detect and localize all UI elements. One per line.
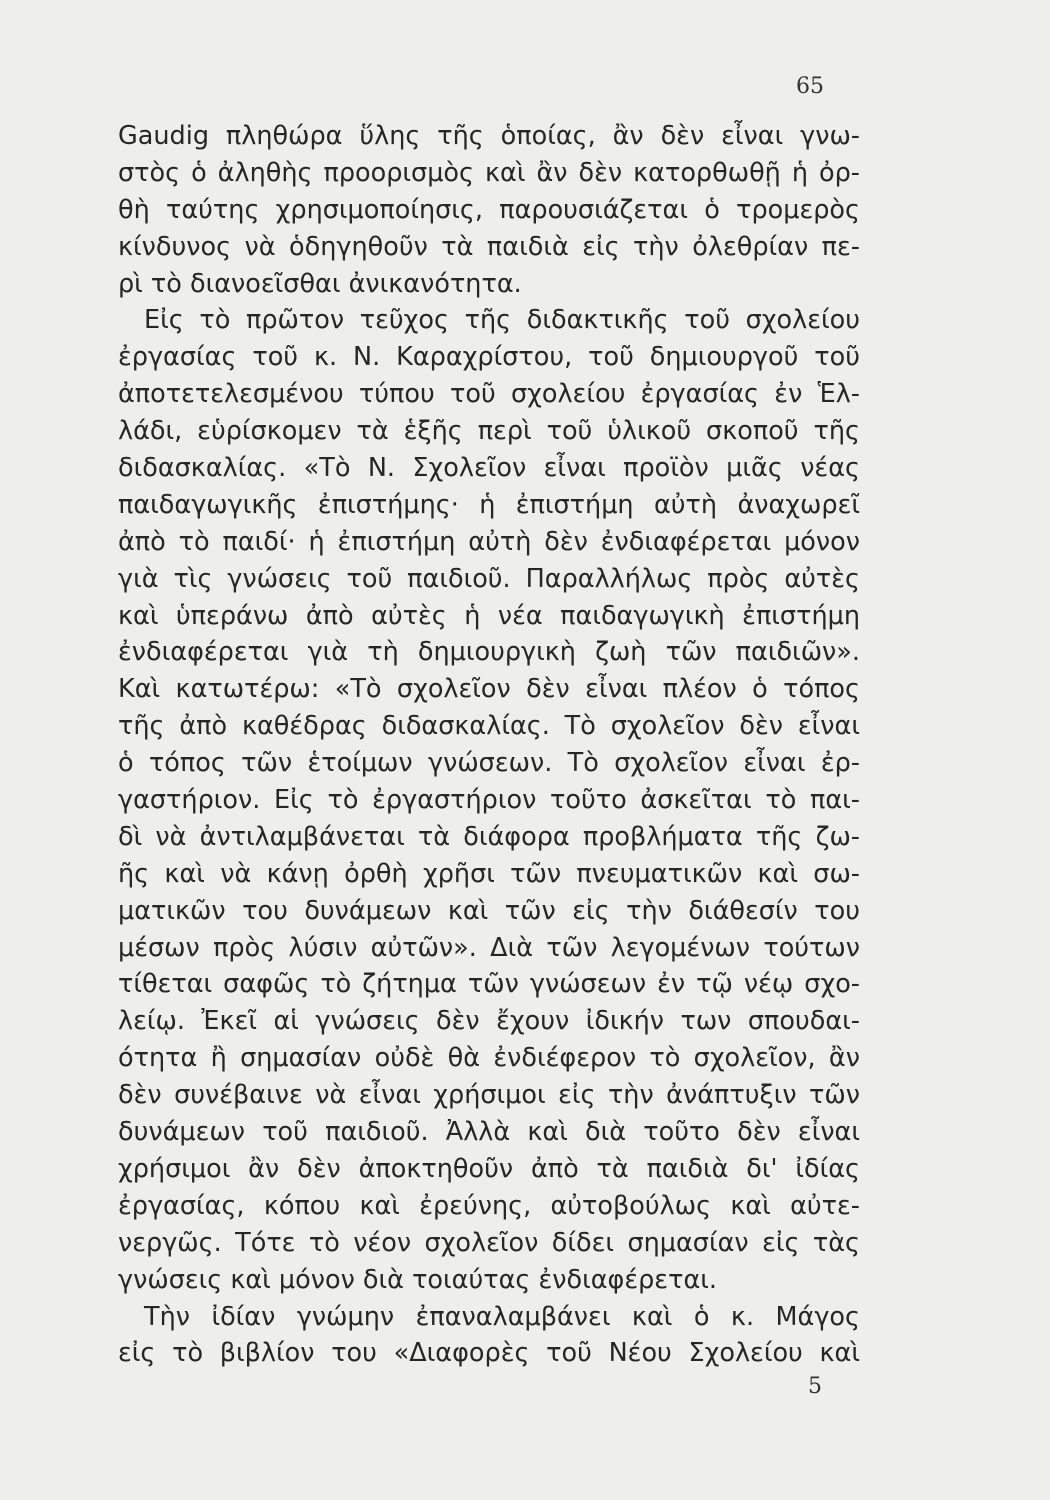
- text-line: γνώσεις καὶ μόνον διὰ τοιαύτας ἐνδιαφέρεται.: [118, 1264, 717, 1295]
- page-number: 65: [796, 74, 824, 99]
- text-line: ότητα ἢ σημασίαν οὐδὲ θὰ ἐνδιέφερον τὸ σχολεῖον, ἂν: [118, 1043, 860, 1074]
- text-line: διδασκαλίας. «Τὸ Ν. Σχολεῖον εἶναι προϊὸν μιᾶς νέας: [118, 453, 860, 484]
- body-text: [118, 118, 860, 1372]
- text-line: ἀποτετελεσμένου τύπου τοῦ σχολείου ἐργασίας ἐν Ἑλ-: [118, 379, 860, 410]
- text-line: Gaudig πληθώρα ὕλης τῆς ὁποίας, ἂν δὲν εἶναι γνω-: [118, 121, 860, 151]
- text-line: Τὴν ἰδίαν γνώμην ἐπαναλαμβάνει καὶ ὁ κ. Μάγος: [144, 1301, 860, 1332]
- text-line: λάδι, εὑρίσκομεν τὰ ἑξῆς περὶ τοῦ ὑλικοῦ σκοποῦ τῆς: [118, 416, 860, 447]
- text-line: ἐργασίας, κόπου καὶ ἐρεύνης, αὐτοβούλως καὶ αὐτε-: [118, 1190, 860, 1221]
- text-line: παιδαγωγικῆς ἐπιστήμης· ἡ ἐπιστήμη αὐτὴ ἀναχωρεῖ: [118, 489, 860, 520]
- text-line: στὸς ὁ ἀληθὴς προορισμὸς καὶ ἂν δὲν κατορθωθῇ ἡ ὀρ-: [118, 157, 860, 188]
- text-line: δὶ νὰ ἀντιλαμβάνεται τὰ διάφορα προβλήματα τῆς ζω-: [118, 821, 860, 852]
- text-line: τῆς ἀπὸ καθέδρας διδασκαλίας. Τὸ σχολεῖον δὲν εἶναι: [118, 711, 860, 742]
- text-line: δὲν συνέβαινε νὰ εἶναι χρήσιμοι εἰς τὴν ἀνάπτυξιν τῶν: [118, 1080, 860, 1111]
- text-line: κίνδυνος νὰ ὁδηγηθοῦν τὰ παιδιὰ εἰς τὴν ὀλεθρίαν πε-: [118, 231, 860, 262]
- text-line: μέσων πρὸς λύσιν αὐτῶν». Διὰ τῶν λεγομένων τούτων: [118, 932, 860, 963]
- text-line: γαστήριον. Εἰς τὸ ἐργαστήριον τοῦτο ἀσκεῖται τὸ παι-: [118, 785, 860, 816]
- text-line: χρήσιμοι ἂν δὲν ἀποκτηθοῦν ἀπὸ τὰ παιδιὰ δι' ἰδίας: [118, 1153, 860, 1184]
- text-line: εἰς τὸ βιβλίον του «Διαφορὲς τοῦ Νέου Σχολείου καὶ: [118, 1338, 860, 1369]
- text-line: γιὰ τὶς γνώσεις τοῦ παιδιοῦ. Παραλλήλως πρὸς αὐτὲς: [118, 563, 860, 594]
- text-line: ρὶ τὸ διανοεῖσθαι ἀνικανότητα.: [118, 268, 522, 299]
- text-line: ἐνδιαφέρεται γιὰ τὴ δημιουργικὴ ζωὴ τῶν παιδιῶν».: [118, 637, 860, 668]
- text-line: δυνάμεων τοῦ παιδιοῦ. Ἀλλὰ καὶ διὰ τοῦτο δὲν εἶναι: [118, 1117, 860, 1148]
- text-line: ὁ τόπος τῶν ἑτοίμων γνώσεων. Τὸ σχολεῖον εἶναι ἐρ-: [118, 748, 860, 779]
- text-line: ματικῶν του δυνάμεων καὶ τῶν εἰς τὴν διάθεσίν του: [118, 895, 860, 926]
- text-line: λείῳ. Ἐκεῖ αἱ γνώσεις δὲν ἔχουν ἰδικήν των σπουδαι-: [118, 1006, 860, 1037]
- text-line: καὶ ὑπεράνω ἀπὸ αὐτὲς ἡ νέα παιδαγωγικὴ ἐπιστήμη: [118, 600, 860, 631]
- text-line: τίθεται σαφῶς τὸ ζήτημα τῶν γνώσεων ἐν τῷ νέῳ σχο-: [118, 969, 860, 1000]
- text-line: ῆς καὶ νὰ κάνῃ ὀρθὴ χρῆσι τῶν πνευματικῶν καὶ σω-: [118, 858, 860, 889]
- text-line: Καὶ κατωτέρω: «Τὸ σχολεῖον δὲν εἶναι πλέον ὁ τόπος: [118, 674, 860, 705]
- text-line: ἐργασίας τοῦ κ. Ν. Καραχρίστου, τοῦ δημιουργοῦ τοῦ: [118, 342, 860, 373]
- text-line: θὴ ταύτης χρησιμοποίησις, παρουσιάζεται ὁ τρομερὸς: [118, 194, 860, 225]
- text-line: νεργῶς. Τότε τὸ νέον σχολεῖον δίδει σημασίαν εἰς τὰς: [118, 1227, 860, 1258]
- text-line: Εἰς τὸ πρῶτον τεῦχος τῆς διδακτικῆς τοῦ σχολείου: [144, 305, 860, 336]
- signature-mark: 5: [808, 1374, 822, 1399]
- text-line: ἀπὸ τὸ παιδί· ἡ ἐπιστήμη αὐτὴ δὲν ἐνδιαφέρεται μόνον: [118, 526, 860, 557]
